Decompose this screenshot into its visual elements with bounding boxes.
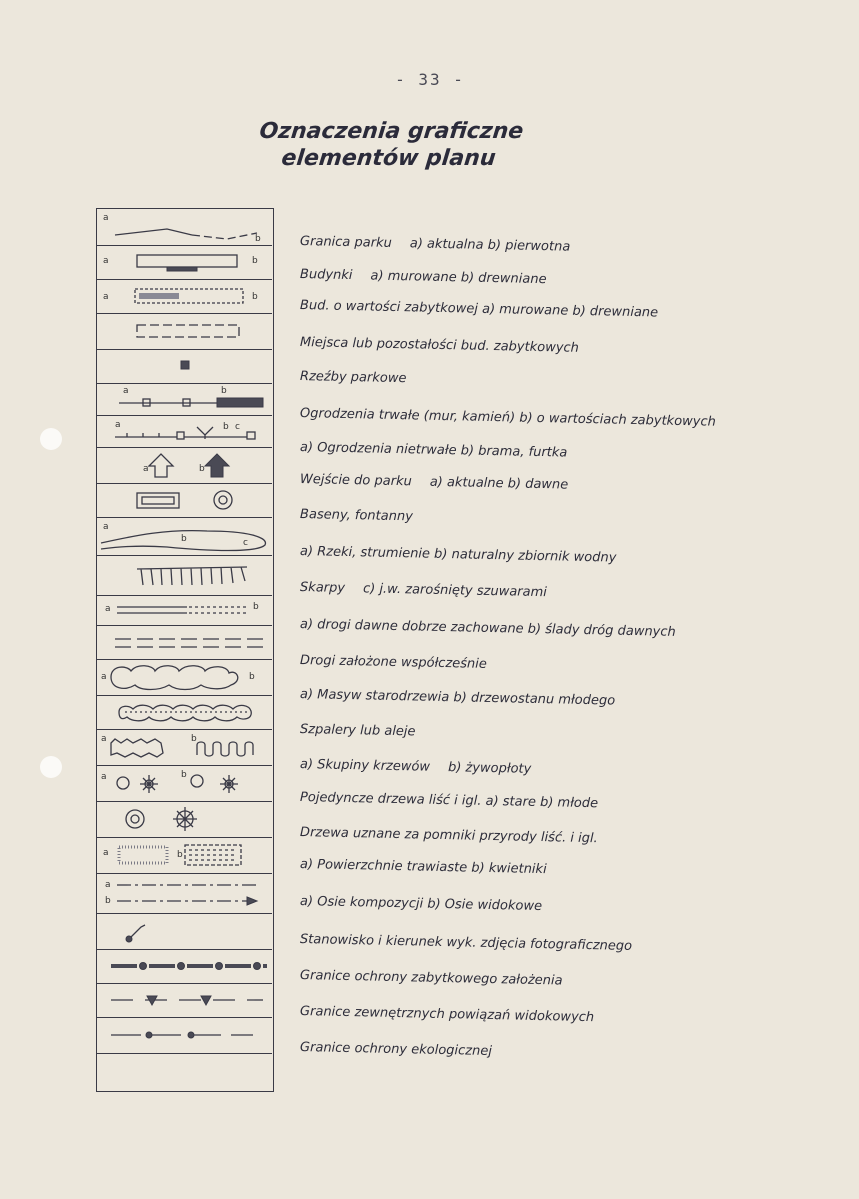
symbol-axes — [97, 873, 272, 914]
boundary-line-b — [192, 233, 257, 239]
symbol-heritage-protection-boundary — [97, 949, 272, 984]
label-a: a — [101, 772, 107, 782]
label-a: a — [105, 880, 111, 890]
label-b: b — [253, 602, 259, 612]
legend-description — [300, 542, 750, 571]
historic-remains-symbol — [97, 313, 272, 349]
legend-description — [300, 930, 750, 959]
legend-description — [300, 651, 750, 680]
flowerbed-fill — [189, 850, 237, 860]
label-a: a — [103, 292, 109, 302]
legend-description-part: a) Osie kompozycji b) Osie widokowe — [299, 894, 543, 915]
monument-conifer-star — [173, 807, 197, 831]
symbol-tree-mass — [97, 659, 272, 696]
legend-description — [300, 404, 750, 433]
natural-monuments-symbol — [97, 801, 272, 837]
symbol-buildings — [97, 245, 272, 280]
page-title — [247, 118, 533, 172]
young-deciduous-tree — [191, 775, 203, 787]
title-line-1: Oznaczenia graficzne — [258, 119, 525, 144]
symbol-pools-fountains — [97, 483, 272, 518]
punch-hole — [40, 428, 62, 450]
monument-deciduous-inner — [131, 815, 139, 823]
label-a: a — [101, 672, 107, 682]
slope-hachures — [137, 567, 247, 585]
symbol-sculptures — [97, 349, 272, 384]
symbol-park-boundary — [97, 209, 272, 246]
sculpture-symbol — [97, 349, 272, 383]
symbol-temporary-fence — [97, 415, 272, 448]
legend-description — [300, 755, 750, 784]
sculpture-square — [181, 361, 189, 369]
symbol-permanent-fence — [97, 383, 272, 416]
label-b: b — [221, 386, 227, 396]
label-b: b — [255, 234, 261, 244]
legend-description-part: Miejsca lub pozostałości bud. zabytkowych — [299, 335, 580, 356]
old-roads-symbol — [97, 595, 272, 625]
legend-description-part: Drzewa uznane za pomniki przyrody liść. i igl. — [299, 825, 598, 847]
label-b: b — [252, 256, 258, 266]
park-boundary-symbol — [97, 209, 272, 245]
view-links-triangle — [201, 996, 211, 1005]
legend-description — [300, 720, 750, 749]
symbol-old-roads — [97, 595, 272, 626]
label-a: a — [103, 522, 109, 532]
legend-description — [300, 296, 750, 325]
lawn-dots — [119, 847, 167, 863]
symbol-natural-monuments — [97, 801, 272, 838]
legend-description-part: Granice ochrony zabytkowego założenia — [299, 968, 563, 989]
legend-description-part: Skarpy — [299, 580, 346, 596]
monument-deciduous-outer — [126, 810, 144, 828]
label-a: a — [105, 604, 111, 614]
label-b: b — [191, 734, 197, 744]
alley-outline — [119, 705, 251, 721]
fountain-circle — [214, 491, 232, 509]
legend-description — [300, 470, 750, 499]
view-axis-arrow — [247, 897, 257, 905]
building-detail — [167, 267, 197, 271]
legend-description-part: Drogi założone współcześnie — [299, 653, 488, 672]
legend-description-part: Wejście do parku — [299, 472, 412, 490]
symbol-empty-row — [97, 1053, 272, 1091]
historic-building-hatch — [139, 293, 179, 299]
legend-description-part: Granice zewnętrznych powiązań widokowych — [299, 1004, 595, 1026]
building-outline — [137, 255, 237, 267]
heritage-boundary-dot — [216, 963, 223, 970]
tree-mass-outline — [111, 666, 238, 690]
symbol-rivers-water — [97, 517, 272, 556]
legend-description-part: Bud. o wartości zabytkowej a) murowane b) drewniane — [299, 298, 659, 321]
legend-description-part: a) aktualna b) pierwotna — [409, 236, 571, 255]
old-road-preserved — [117, 607, 187, 613]
label-b: b — [177, 850, 183, 860]
photo-position-symbol — [97, 913, 272, 949]
symbol-historic-buildings — [97, 279, 272, 314]
label-a: a — [103, 213, 109, 223]
label-a: a — [103, 256, 109, 266]
legend-description-part: b) żywopłoty — [447, 760, 532, 777]
legend-description-part: c) j.w. zarośnięty szuwarami — [362, 581, 547, 601]
young-conifer-tree — [220, 775, 238, 793]
temp-fence-line — [115, 433, 177, 437]
legend-description — [300, 855, 750, 884]
slopes-symbol — [97, 555, 272, 595]
legend-description — [300, 232, 750, 261]
buildings-symbol — [97, 245, 272, 279]
pool-rect — [137, 493, 179, 508]
label-a: a — [115, 420, 121, 430]
ecological-boundary-dot — [188, 1032, 194, 1038]
view-links-boundary-symbol — [97, 983, 272, 1017]
legend-description-part: Granice ochrony ekologicznej — [299, 1040, 493, 1060]
label-c: c — [235, 422, 240, 432]
park-entrance-symbol — [97, 447, 272, 483]
lawns-flowerbeds-symbol — [97, 837, 272, 873]
symbol-park-entrance — [97, 447, 272, 484]
fence-historic — [217, 398, 263, 407]
boundary-line-a — [115, 229, 192, 235]
legend-description — [300, 438, 750, 467]
legend-description-part: Granica parku — [299, 234, 392, 251]
permanent-fence-symbol — [97, 383, 272, 415]
label-a: a — [101, 734, 107, 744]
punch-hole — [40, 756, 62, 778]
modern-road-lines — [115, 639, 265, 647]
legend-description-part: a) murowane b) drewniane — [370, 268, 547, 288]
symbol-modern-roads — [97, 625, 272, 660]
symbol-single-trees — [97, 765, 272, 802]
legend-description — [300, 615, 750, 644]
pool-inner — [142, 497, 174, 504]
legend-description-part: a) Powierzchnie trawiaste b) kwietniki — [299, 857, 547, 878]
label-b: b — [105, 896, 111, 906]
old-conifer-tree — [140, 775, 158, 793]
rows-alleys-symbol — [97, 695, 272, 729]
symbol-slopes — [97, 555, 272, 596]
ecological-boundary-dot — [146, 1032, 152, 1038]
old-deciduous-tree — [117, 777, 129, 789]
symbol-ecological-boundary — [97, 1017, 272, 1054]
legend-description-part: a) aktualne b) dawne — [429, 474, 569, 493]
label-a: a — [143, 464, 149, 474]
old-road-traces — [189, 607, 247, 613]
pools-fountains-symbol — [97, 483, 272, 517]
heritage-boundary-symbol — [97, 949, 272, 983]
symbol-historic-remains — [97, 313, 272, 350]
modern-roads-symbol — [97, 625, 272, 659]
legend-description-part: Pojedyncze drzewa liść i igl. a) stare b) młode — [299, 790, 599, 812]
symbol-photo-position — [97, 913, 272, 950]
label-b: b — [249, 672, 255, 682]
legend-description — [300, 578, 750, 607]
rivers-water-symbol — [97, 517, 272, 555]
fountain-center — [219, 496, 227, 504]
legend-description-part: a) Skupiny krzewów — [299, 757, 431, 775]
label-c: c — [243, 538, 248, 548]
label-b: b — [199, 464, 205, 474]
legend-description — [300, 367, 750, 396]
label-b: b — [181, 534, 187, 544]
temp-fence-post — [177, 432, 184, 439]
temporary-fence-symbol — [97, 415, 272, 447]
label-b: b — [223, 422, 229, 432]
entrance-arrow-former — [205, 454, 229, 477]
photo-point — [126, 936, 132, 942]
wicket-symbol — [247, 432, 255, 439]
remains-outline — [137, 325, 239, 337]
legend-description-part: a) Masyw starodrzewia b) drzewostanu młodego — [299, 687, 616, 709]
legend-description — [300, 892, 750, 921]
legend-description-part: Szpalery lub aleje — [299, 722, 416, 740]
legend-description — [300, 265, 750, 294]
hedge-line — [197, 742, 253, 756]
legend-description-part: Baseny, fontanny — [299, 507, 414, 525]
axes-symbol — [97, 873, 272, 913]
entrance-arrow-current — [149, 454, 173, 477]
legend-description-part: Rzeźby parkowe — [299, 369, 407, 387]
legend-description — [300, 1002, 750, 1031]
page-number: - 33 - — [395, 70, 465, 89]
heritage-boundary-dot — [140, 963, 147, 970]
shrubs-hedges-symbol — [97, 729, 272, 765]
legend-description-part: Stanowisko i kierunek wyk. zdjęcia fotograficznego — [299, 932, 633, 954]
ecological-boundary-symbol — [97, 1017, 272, 1053]
tree-mass-symbol — [97, 659, 272, 695]
historic-buildings-symbol — [97, 279, 272, 313]
symbol-lawns-flowerbeds — [97, 837, 272, 874]
title-line-2: elementów planu — [280, 146, 497, 171]
symbol-view-links-boundary — [97, 983, 272, 1018]
symbol-rows-alleys — [97, 695, 272, 730]
legend-description — [300, 333, 750, 362]
legend-description-part: a) drogi dawne dobrze zachowane b) ślady dróg dawnych — [299, 617, 676, 640]
label-a: a — [103, 848, 109, 858]
legend-description-part: a) Rzeki, strumienie b) naturalny zbiornik wodny — [299, 544, 617, 566]
label-a: a — [123, 386, 129, 396]
shrub-group — [111, 739, 163, 757]
legend-description-part: Budynki — [299, 267, 353, 284]
legend-description — [300, 505, 750, 534]
legend-description-part: Ogrodzenia trwałe (mur, kamień) b) o wartościach zabytkowych — [299, 406, 716, 430]
legend-description — [300, 1038, 750, 1067]
legend-description — [300, 823, 750, 852]
heritage-boundary-dot — [254, 963, 261, 970]
legend-description-part: a) Ogrodzenia nietrwałe b) brama, furtka — [299, 440, 568, 461]
legend-symbol-column — [96, 208, 274, 1092]
legend-description — [300, 966, 750, 995]
legend-description — [300, 685, 750, 714]
label-b: b — [252, 292, 258, 302]
heritage-boundary-dot — [178, 963, 185, 970]
single-trees-symbol — [97, 765, 272, 801]
label-b: b — [181, 770, 187, 780]
symbol-shrubs-hedges — [97, 729, 272, 766]
legend-description — [300, 788, 750, 817]
